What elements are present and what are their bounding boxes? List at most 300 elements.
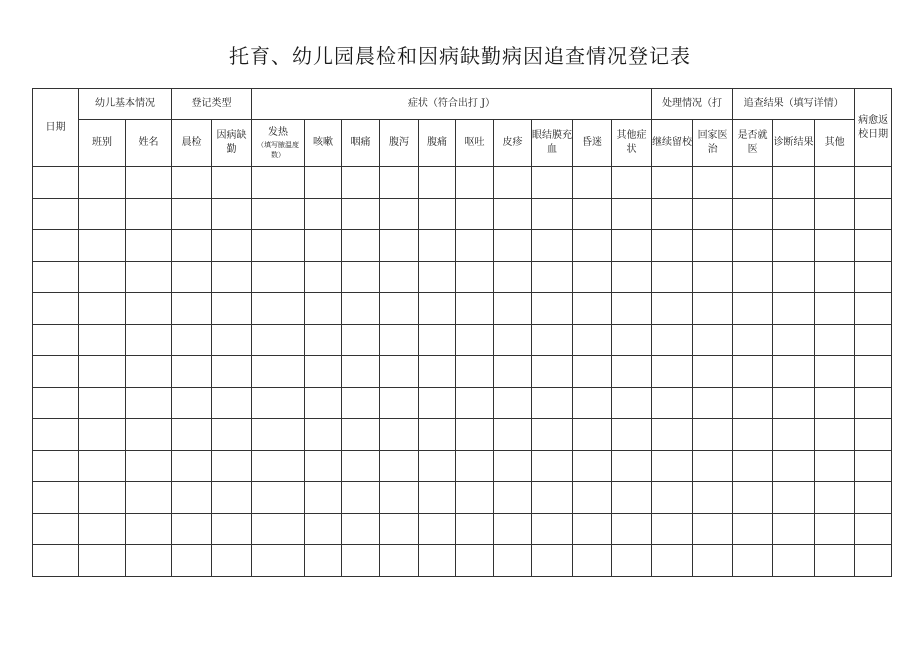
table-cell[interactable] — [342, 545, 380, 577]
table-cell[interactable] — [342, 482, 380, 514]
table-cell[interactable] — [855, 482, 892, 514]
table-cell[interactable] — [693, 513, 733, 545]
table-cell[interactable] — [456, 450, 494, 482]
table-cell[interactable] — [252, 198, 305, 230]
table-cell[interactable] — [532, 356, 573, 388]
table-cell[interactable] — [815, 513, 855, 545]
table-cell[interactable] — [380, 356, 419, 388]
table-cell[interactable] — [456, 167, 494, 199]
table-cell[interactable] — [573, 198, 612, 230]
table-cell[interactable] — [733, 387, 773, 419]
table-cell[interactable] — [79, 545, 126, 577]
table-cell[interactable] — [305, 198, 342, 230]
table-cell[interactable] — [305, 293, 342, 325]
table-cell[interactable] — [532, 450, 573, 482]
table-cell[interactable] — [212, 261, 252, 293]
table-cell[interactable] — [342, 167, 380, 199]
header-class: 班别 — [79, 120, 126, 167]
table-cell[interactable] — [79, 513, 126, 545]
table-cell[interactable] — [33, 198, 79, 230]
table-cell[interactable] — [733, 513, 773, 545]
table-cell[interactable] — [456, 261, 494, 293]
header-fever: 发热 — [268, 127, 288, 138]
table-cell[interactable] — [342, 230, 380, 262]
table-cell[interactable] — [380, 324, 419, 356]
table-cell[interactable] — [126, 513, 172, 545]
table-cell[interactable] — [855, 450, 892, 482]
table-cell[interactable] — [33, 419, 79, 451]
table-cell[interactable] — [532, 293, 573, 325]
table-cell[interactable] — [419, 482, 456, 514]
table-cell[interactable] — [652, 356, 693, 388]
table-row — [33, 513, 892, 545]
table-cell[interactable] — [212, 167, 252, 199]
table-cell[interactable] — [79, 387, 126, 419]
table-cell[interactable] — [855, 387, 892, 419]
table-cell[interactable] — [693, 293, 733, 325]
header-abdominal-pain: 腹痛 — [419, 120, 456, 167]
table-row — [33, 324, 892, 356]
table-cell[interactable] — [172, 450, 212, 482]
table-cell[interactable] — [815, 261, 855, 293]
table-cell[interactable] — [652, 450, 693, 482]
table-cell[interactable] — [612, 293, 652, 325]
table-cell[interactable] — [855, 513, 892, 545]
table-cell[interactable] — [693, 198, 733, 230]
table-cell[interactable] — [652, 293, 693, 325]
header-morning-check: 晨检 — [172, 120, 212, 167]
table-cell[interactable] — [33, 513, 79, 545]
table-cell[interactable] — [652, 482, 693, 514]
table-cell[interactable] — [612, 167, 652, 199]
table-cell[interactable] — [252, 482, 305, 514]
table-cell[interactable] — [380, 198, 419, 230]
table-cell[interactable] — [305, 450, 342, 482]
table-cell[interactable] — [693, 324, 733, 356]
table-cell[interactable] — [305, 167, 342, 199]
table-cell[interactable] — [212, 419, 252, 451]
table-cell[interactable] — [612, 419, 652, 451]
table-cell[interactable] — [252, 513, 305, 545]
table-cell[interactable] — [494, 198, 532, 230]
table-cell[interactable] — [380, 513, 419, 545]
table-cell[interactable] — [612, 261, 652, 293]
table-cell[interactable] — [494, 293, 532, 325]
table-cell[interactable] — [494, 545, 532, 577]
table-cell[interactable] — [79, 198, 126, 230]
table-cell[interactable] — [419, 450, 456, 482]
table-cell[interactable] — [252, 293, 305, 325]
table-cell[interactable] — [252, 261, 305, 293]
table-cell[interactable] — [573, 545, 612, 577]
table-cell[interactable] — [494, 356, 532, 388]
table-cell[interactable] — [773, 261, 815, 293]
table-cell[interactable] — [380, 545, 419, 577]
table-cell[interactable] — [773, 198, 815, 230]
table-cell[interactable] — [212, 545, 252, 577]
page-title: 托育、幼儿园晨检和因病缺勤病因追查情况登记表 — [229, 44, 691, 68]
table-cell[interactable] — [456, 324, 494, 356]
table-cell[interactable] — [342, 261, 380, 293]
table-cell[interactable] — [380, 450, 419, 482]
table-cell[interactable] — [419, 545, 456, 577]
table-cell[interactable] — [693, 450, 733, 482]
table-cell[interactable] — [855, 293, 892, 325]
table-cell[interactable] — [855, 419, 892, 451]
table-cell[interactable] — [532, 198, 573, 230]
table-cell[interactable] — [815, 198, 855, 230]
table-cell[interactable] — [172, 261, 212, 293]
table-cell[interactable] — [380, 261, 419, 293]
table-cell[interactable] — [212, 450, 252, 482]
table-cell[interactable] — [172, 513, 212, 545]
table-row — [33, 387, 892, 419]
table-cell[interactable] — [693, 356, 733, 388]
table-cell[interactable] — [733, 482, 773, 514]
table-cell[interactable] — [419, 261, 456, 293]
table-cell[interactable] — [342, 450, 380, 482]
table-cell[interactable] — [532, 167, 573, 199]
table-cell[interactable] — [494, 324, 532, 356]
table-cell[interactable] — [652, 419, 693, 451]
table-cell[interactable] — [79, 450, 126, 482]
table-cell[interactable] — [252, 356, 305, 388]
table-cell[interactable] — [733, 356, 773, 388]
table-cell[interactable] — [815, 545, 855, 577]
table-cell[interactable] — [733, 545, 773, 577]
table-cell[interactable] — [612, 230, 652, 262]
table-cell[interactable] — [126, 419, 172, 451]
table-cell[interactable] — [494, 261, 532, 293]
table-cell[interactable] — [212, 198, 252, 230]
table-cell[interactable] — [652, 167, 693, 199]
table-cell[interactable] — [33, 482, 79, 514]
table-cell[interactable] — [342, 324, 380, 356]
table-cell[interactable] — [652, 230, 693, 262]
table-cell[interactable] — [733, 293, 773, 325]
header-name: 姓名 — [126, 120, 172, 167]
table-cell[interactable] — [855, 198, 892, 230]
table-cell[interactable] — [79, 419, 126, 451]
table-cell[interactable] — [573, 450, 612, 482]
table-row — [33, 356, 892, 388]
table-cell[interactable] — [855, 324, 892, 356]
table-cell[interactable] — [456, 198, 494, 230]
table-cell[interactable] — [79, 482, 126, 514]
table-cell[interactable] — [494, 513, 532, 545]
table-cell[interactable] — [494, 450, 532, 482]
table-cell[interactable] — [33, 324, 79, 356]
table-cell[interactable] — [855, 167, 892, 199]
table-cell[interactable] — [773, 387, 815, 419]
table-cell[interactable] — [212, 356, 252, 388]
table-cell[interactable] — [305, 230, 342, 262]
table-cell[interactable] — [456, 482, 494, 514]
table-cell[interactable] — [612, 545, 652, 577]
table-cell[interactable] — [126, 450, 172, 482]
table-cell[interactable] — [773, 482, 815, 514]
table-cell[interactable] — [573, 513, 612, 545]
table-cell[interactable] — [126, 293, 172, 325]
table-cell[interactable] — [573, 167, 612, 199]
table-cell[interactable] — [494, 167, 532, 199]
table-cell[interactable] — [573, 482, 612, 514]
table-cell[interactable] — [733, 230, 773, 262]
table-cell[interactable] — [212, 482, 252, 514]
table-cell[interactable] — [532, 324, 573, 356]
table-cell[interactable] — [733, 324, 773, 356]
table-cell[interactable] — [419, 324, 456, 356]
table-cell[interactable] — [494, 482, 532, 514]
table-cell[interactable] — [532, 387, 573, 419]
table-cell[interactable] — [33, 293, 79, 325]
table-cell[interactable] — [456, 513, 494, 545]
table-cell[interactable] — [573, 419, 612, 451]
table-cell[interactable] — [305, 387, 342, 419]
header-conjunctival: 眼结膜充血 — [532, 120, 573, 167]
table-cell[interactable] — [33, 387, 79, 419]
table-cell[interactable] — [380, 482, 419, 514]
table-cell[interactable] — [693, 261, 733, 293]
table-cell[interactable] — [419, 293, 456, 325]
table-cell[interactable] — [773, 293, 815, 325]
table-cell[interactable] — [212, 387, 252, 419]
table-cell[interactable] — [342, 293, 380, 325]
table-cell[interactable] — [652, 387, 693, 419]
table-cell[interactable] — [733, 450, 773, 482]
table-cell[interactable] — [773, 324, 815, 356]
table-cell[interactable] — [33, 450, 79, 482]
table-cell[interactable] — [532, 482, 573, 514]
table-cell[interactable] — [342, 356, 380, 388]
table-cell[interactable] — [212, 293, 252, 325]
table-cell[interactable] — [773, 230, 815, 262]
table-cell[interactable] — [612, 482, 652, 514]
table-cell[interactable] — [652, 545, 693, 577]
table-cell[interactable] — [693, 387, 733, 419]
table-cell[interactable] — [733, 419, 773, 451]
table-cell[interactable] — [855, 545, 892, 577]
header-fever-cell — [252, 120, 305, 167]
table-cell[interactable] — [855, 356, 892, 388]
table-cell[interactable] — [693, 545, 733, 577]
table-cell[interactable] — [252, 450, 305, 482]
table-cell[interactable] — [172, 387, 212, 419]
table-row — [33, 419, 892, 451]
table-cell[interactable] — [573, 387, 612, 419]
table-cell[interactable] — [305, 419, 342, 451]
table-cell[interactable] — [855, 230, 892, 262]
table-cell[interactable] — [172, 230, 212, 262]
table-cell[interactable] — [815, 482, 855, 514]
table-cell[interactable] — [172, 545, 212, 577]
header-symptoms: 症状（符合出打 J） — [252, 89, 652, 120]
table-cell[interactable] — [573, 230, 612, 262]
table-cell[interactable] — [342, 387, 380, 419]
table-cell[interactable] — [380, 293, 419, 325]
table-cell[interactable] — [815, 167, 855, 199]
table-cell[interactable] — [126, 545, 172, 577]
table-cell[interactable] — [815, 324, 855, 356]
table-cell[interactable] — [494, 387, 532, 419]
header-fever-note: （填写腋温度数） — [257, 141, 299, 159]
header-sick-absence: 因病缺勤 — [212, 120, 252, 167]
table-cell[interactable] — [693, 230, 733, 262]
table-cell[interactable] — [456, 419, 494, 451]
table-cell[interactable] — [172, 198, 212, 230]
table-cell[interactable] — [733, 198, 773, 230]
table-cell[interactable] — [380, 387, 419, 419]
table-cell[interactable] — [773, 356, 815, 388]
header-go-home: 回家医治 — [693, 120, 733, 167]
table-row — [33, 198, 892, 230]
table-cell[interactable] — [573, 293, 612, 325]
table-cell[interactable] — [573, 324, 612, 356]
table-cell[interactable] — [33, 167, 79, 199]
table-cell[interactable] — [212, 230, 252, 262]
table-cell[interactable] — [419, 419, 456, 451]
table-cell[interactable] — [305, 324, 342, 356]
table-cell[interactable] — [126, 324, 172, 356]
table-cell[interactable] — [419, 167, 456, 199]
table-cell[interactable] — [79, 324, 126, 356]
table-cell[interactable] — [652, 513, 693, 545]
table-cell[interactable] — [33, 230, 79, 262]
table-cell[interactable] — [126, 167, 172, 199]
table-cell[interactable] — [79, 261, 126, 293]
table-cell[interactable] — [612, 513, 652, 545]
table-cell[interactable] — [773, 450, 815, 482]
table-cell[interactable] — [126, 482, 172, 514]
table-cell[interactable] — [652, 261, 693, 293]
table-cell[interactable] — [172, 324, 212, 356]
table-cell[interactable] — [252, 545, 305, 577]
header-return-date: 病愈返校日期 — [855, 89, 892, 167]
table-cell[interactable] — [815, 230, 855, 262]
table-cell[interactable] — [773, 513, 815, 545]
table-cell[interactable] — [172, 167, 212, 199]
table-cell[interactable] — [612, 387, 652, 419]
table-cell[interactable] — [733, 261, 773, 293]
header-diarrhea: 腹泻 — [380, 120, 419, 167]
table-cell[interactable] — [33, 356, 79, 388]
table-cell[interactable] — [612, 450, 652, 482]
table-cell[interactable] — [79, 356, 126, 388]
table-cell[interactable] — [380, 167, 419, 199]
table-cell[interactable] — [532, 230, 573, 262]
table-cell[interactable] — [33, 261, 79, 293]
table-cell[interactable] — [456, 545, 494, 577]
table-cell[interactable] — [773, 167, 815, 199]
table-cell[interactable] — [419, 387, 456, 419]
table-cell[interactable] — [172, 356, 212, 388]
table-cell[interactable] — [693, 167, 733, 199]
table-cell[interactable] — [126, 261, 172, 293]
table-cell[interactable] — [494, 230, 532, 262]
table-cell[interactable] — [252, 419, 305, 451]
table-cell[interactable] — [212, 324, 252, 356]
table-cell[interactable] — [252, 167, 305, 199]
table-cell[interactable] — [172, 419, 212, 451]
table-cell[interactable] — [419, 513, 456, 545]
table-cell[interactable] — [79, 167, 126, 199]
table-cell[interactable] — [126, 387, 172, 419]
header-coma: 昏迷 — [573, 120, 612, 167]
table-cell[interactable] — [126, 356, 172, 388]
table-cell[interactable] — [532, 513, 573, 545]
table-cell[interactable] — [419, 198, 456, 230]
table-cell[interactable] — [733, 167, 773, 199]
table-cell[interactable] — [342, 513, 380, 545]
table-cell[interactable] — [305, 482, 342, 514]
table-cell[interactable] — [855, 261, 892, 293]
table-cell[interactable] — [652, 198, 693, 230]
table-cell[interactable] — [33, 545, 79, 577]
table-cell[interactable] — [652, 324, 693, 356]
table-cell[interactable] — [305, 545, 342, 577]
table-cell[interactable] — [79, 230, 126, 262]
table-cell[interactable] — [419, 356, 456, 388]
header-rash: 皮疹 — [494, 120, 532, 167]
table-cell[interactable] — [815, 293, 855, 325]
header-basic-info: 幼儿基本情况 — [79, 89, 172, 120]
table-cell[interactable] — [380, 230, 419, 262]
table-cell[interactable] — [612, 198, 652, 230]
table-cell[interactable] — [815, 387, 855, 419]
table-cell[interactable] — [456, 387, 494, 419]
table-cell[interactable] — [612, 324, 652, 356]
table-cell[interactable] — [573, 261, 612, 293]
table-cell[interactable] — [815, 419, 855, 451]
table-cell[interactable] — [532, 261, 573, 293]
table-cell[interactable] — [456, 230, 494, 262]
table-cell[interactable] — [342, 419, 380, 451]
table-cell[interactable] — [252, 387, 305, 419]
table-cell[interactable] — [342, 198, 380, 230]
table-cell[interactable] — [815, 450, 855, 482]
table-cell[interactable] — [532, 545, 573, 577]
table-cell[interactable] — [252, 324, 305, 356]
table-cell[interactable] — [126, 198, 172, 230]
table-cell[interactable] — [419, 230, 456, 262]
table-cell[interactable] — [494, 419, 532, 451]
table-cell[interactable] — [815, 356, 855, 388]
table-row — [33, 545, 892, 577]
table-cell[interactable] — [172, 482, 212, 514]
header-cough: 咳嗽 — [305, 120, 342, 167]
table-cell[interactable] — [573, 356, 612, 388]
table-cell[interactable] — [693, 482, 733, 514]
table-cell[interactable] — [79, 293, 126, 325]
table-row — [33, 261, 892, 293]
table-cell[interactable] — [172, 293, 212, 325]
table-cell[interactable] — [773, 419, 815, 451]
table-cell[interactable] — [456, 293, 494, 325]
table-cell[interactable] — [252, 230, 305, 262]
table-cell[interactable] — [212, 513, 252, 545]
table-cell[interactable] — [456, 356, 494, 388]
table-cell[interactable] — [380, 419, 419, 451]
table-cell[interactable] — [305, 261, 342, 293]
table-cell[interactable] — [305, 513, 342, 545]
table-cell[interactable] — [532, 419, 573, 451]
table-cell[interactable] — [773, 545, 815, 577]
table-cell[interactable] — [126, 230, 172, 262]
table-cell[interactable] — [305, 356, 342, 388]
header-other-symptoms: 其他症状 — [612, 120, 652, 167]
table-cell[interactable] — [612, 356, 652, 388]
table-cell[interactable] — [693, 419, 733, 451]
